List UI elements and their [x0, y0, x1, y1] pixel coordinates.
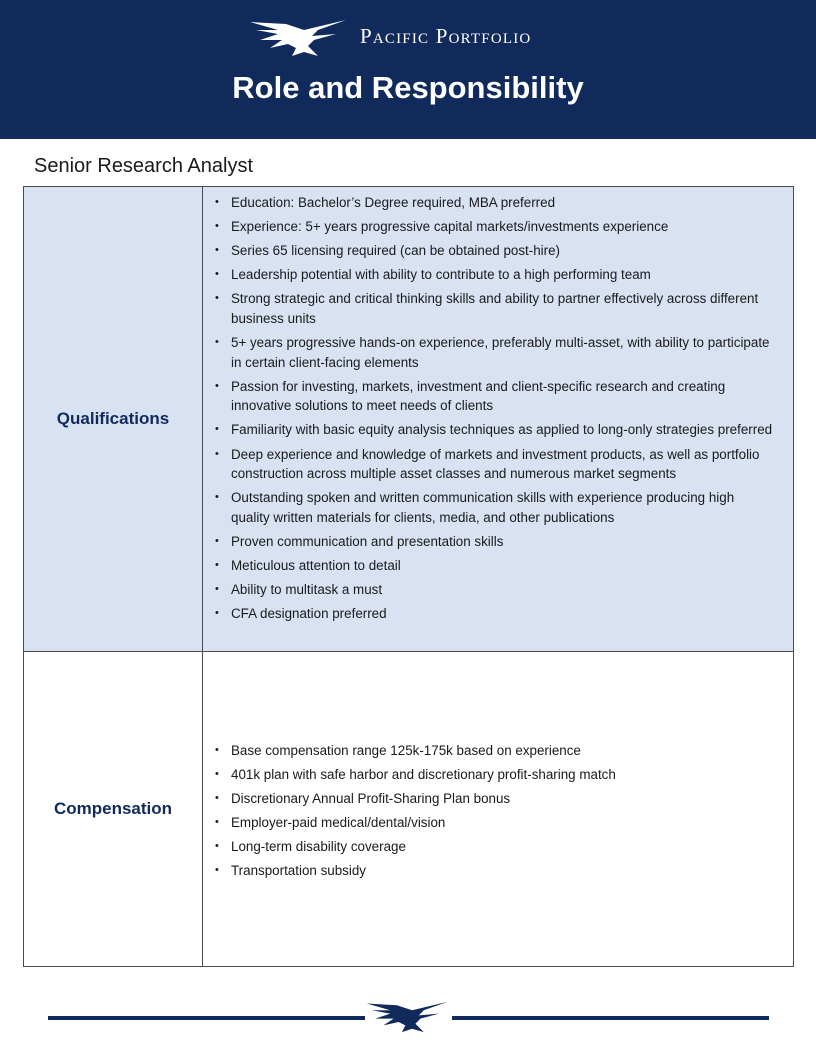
- qualifications-list: [204, 193, 789, 628]
- eagle-footer-icon: [365, 1000, 449, 1034]
- footer-divider-right: [452, 1016, 769, 1020]
- compensation-item: • Transportation subsidy: [204, 861, 789, 881]
- page-title: Role and Responsibility: [232, 70, 584, 105]
- qualifications-content-cell: [204, 187, 793, 651]
- qualifications-label-cell: [24, 187, 203, 651]
- compensation-label-cell: [24, 652, 203, 966]
- compensation-item: • 401k plan with safe harbor and discretionary profit-sharing match: [204, 765, 789, 785]
- qualification-item: • Deep experience and knowledge of markets and investment products, as well as portfolio construction across multiple asset classes and numerous market segments: [204, 445, 789, 484]
- qualification-item: • Meticulous attention to detail: [204, 556, 789, 576]
- footer-divider-left: [48, 1016, 365, 1020]
- role-table: [23, 186, 794, 967]
- compensation-label: Compensation: [53, 799, 173, 818]
- compensation-list: [204, 741, 789, 886]
- qualification-item: • Ability to multitask a must: [204, 580, 789, 600]
- qualification-item: • Series 65 licensing required (can be obtained post-hire): [204, 241, 789, 261]
- qualifications-row: [24, 187, 793, 652]
- brand-name: Pacific Portfolio: [360, 24, 532, 48]
- qualification-item: • Strong strategic and critical thinking skills and ability to partner effectively across different business units: [204, 289, 789, 328]
- qualification-item: • 5+ years progressive hands-on experience, preferably multi-asset, with ability to participate in certain client-facing elements: [204, 333, 789, 372]
- role-title: Senior Research Analyst: [34, 155, 254, 177]
- qualification-item: • Outstanding spoken and written communication skills with experience producing high quality written materials for clients, media, and other publications: [204, 488, 789, 527]
- qualification-item: • Proven communication and presentation skills: [204, 532, 789, 552]
- qualification-item: • Passion for investing, markets, investment and client-specific research and creating innovative solutions to meet needs of clients: [204, 377, 789, 416]
- compensation-row: [24, 652, 793, 966]
- compensation-item: • Discretionary Annual Profit-Sharing Plan bonus: [204, 789, 789, 809]
- eagle-logo-icon: [248, 18, 348, 58]
- compensation-item: • Long-term disability coverage: [204, 837, 789, 857]
- header-banner: [0, 0, 816, 139]
- qualification-item: • Leadership potential with ability to contribute to a high performing team: [204, 265, 789, 285]
- qualification-item: • Education: Bachelor’s Degree required, MBA preferred: [204, 193, 789, 213]
- qualifications-label: Qualifications: [56, 409, 170, 428]
- qualification-item: • Familiarity with basic equity analysis techniques as applied to long-only strategies preferred: [204, 420, 789, 440]
- compensation-item: • Base compensation range 125k-175k based on experience: [204, 741, 789, 761]
- qualification-item: • CFA designation preferred: [204, 604, 789, 624]
- qualification-item: • Experience: 5+ years progressive capital markets/investments experience: [204, 217, 789, 237]
- compensation-item: • Employer-paid medical/dental/vision: [204, 813, 789, 833]
- compensation-content-cell: [204, 652, 793, 966]
